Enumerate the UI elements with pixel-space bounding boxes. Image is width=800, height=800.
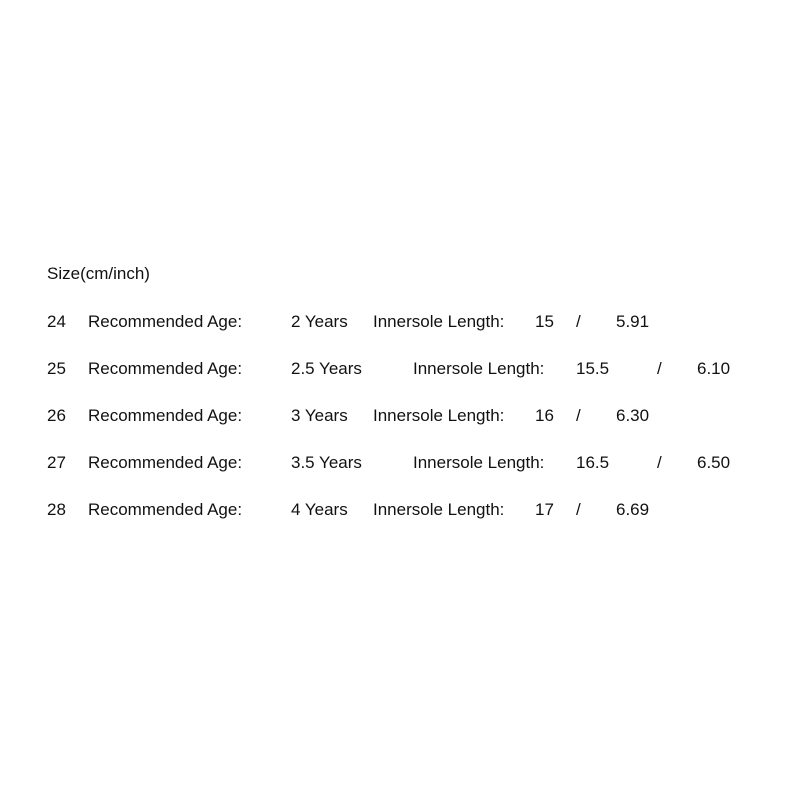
recommended-age-label: Recommended Age: bbox=[88, 312, 243, 331]
recommended-age-label: Recommended Age: bbox=[88, 500, 243, 519]
size-value: 24 bbox=[47, 312, 66, 331]
innersole-length-inch: 6.50 bbox=[697, 453, 731, 472]
innersole-length-inch: 6.10 bbox=[697, 359, 731, 378]
innersole-length-label: Innersole Length: bbox=[373, 500, 505, 519]
size-row bbox=[0, 359, 800, 383]
size-value: 25 bbox=[47, 359, 66, 378]
size-row bbox=[0, 406, 800, 430]
innersole-length-cm: 17 bbox=[535, 500, 554, 519]
recommended-age-label: Recommended Age: bbox=[88, 453, 243, 472]
size-row bbox=[0, 453, 800, 477]
innersole-length-label: Innersole Length: bbox=[373, 312, 505, 331]
recommended-age-value: 3.5 Years bbox=[291, 453, 362, 472]
size-value: 27 bbox=[47, 453, 66, 472]
recommended-age-value: 2 Years bbox=[291, 312, 348, 331]
innersole-length-cm: 15.5 bbox=[576, 359, 610, 378]
recommended-age-label: Recommended Age: bbox=[88, 406, 243, 425]
innersole-length-label: Innersole Length: bbox=[413, 359, 545, 378]
innersole-length-label: Innersole Length: bbox=[413, 453, 545, 472]
recommended-age-value: 4 Years bbox=[291, 500, 348, 519]
size-value: 26 bbox=[47, 406, 66, 425]
innersole-length-cm: 15 bbox=[535, 312, 554, 331]
unit-separator: / bbox=[657, 453, 662, 472]
unit-separator: / bbox=[576, 312, 581, 331]
recommended-age-value: 3 Years bbox=[291, 406, 348, 425]
recommended-age-value: 2.5 Years bbox=[291, 359, 362, 378]
innersole-length-inch: 6.30 bbox=[616, 406, 650, 425]
innersole-length-cm: 16.5 bbox=[576, 453, 610, 472]
size-row bbox=[0, 500, 800, 524]
recommended-age-label: Recommended Age: bbox=[88, 359, 243, 378]
innersole-length-cm: 16 bbox=[535, 406, 554, 425]
unit-separator: / bbox=[657, 359, 662, 378]
innersole-length-inch: 6.69 bbox=[616, 500, 650, 519]
unit-separator: / bbox=[576, 406, 581, 425]
innersole-length-label: Innersole Length: bbox=[373, 406, 505, 425]
size-value: 28 bbox=[47, 500, 66, 519]
innersole-length-inch: 5.91 bbox=[616, 312, 650, 331]
unit-separator: / bbox=[576, 500, 581, 519]
size-chart-heading: Size(cm/inch) bbox=[47, 264, 150, 283]
size-row bbox=[0, 312, 800, 336]
